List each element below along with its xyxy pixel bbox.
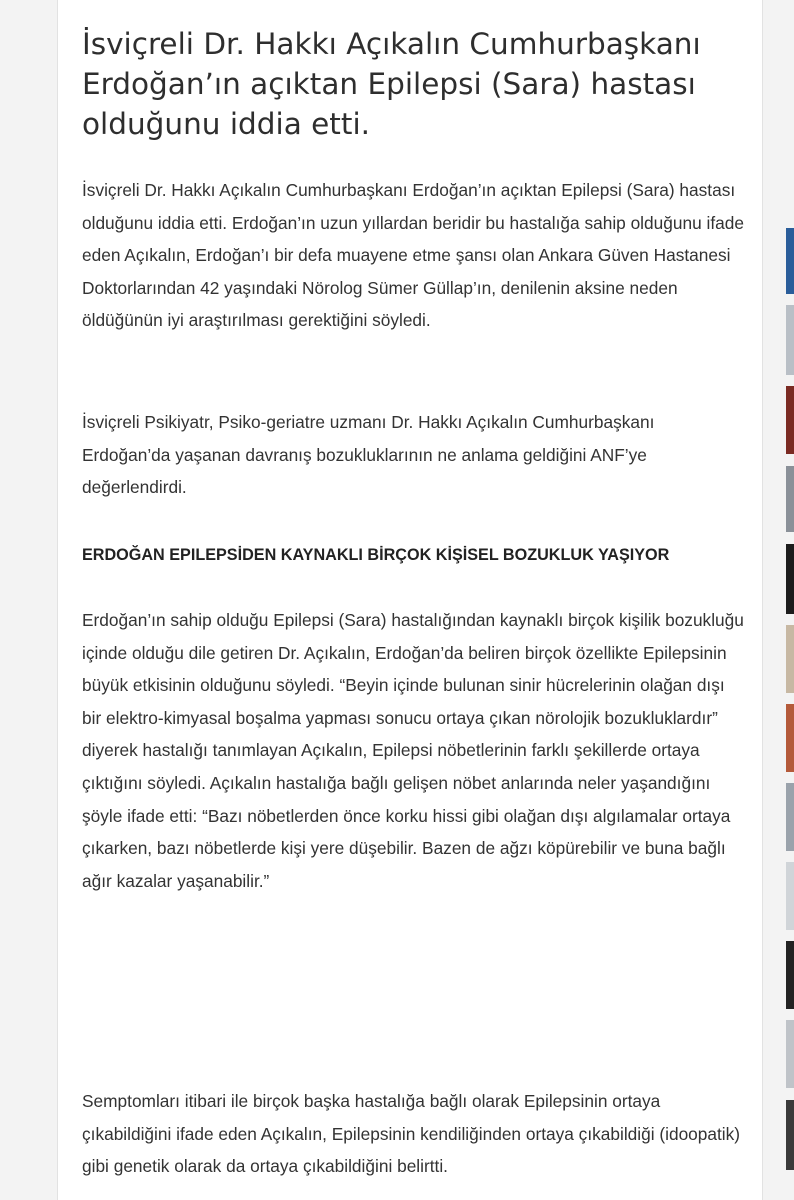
related-news-thumbnail[interactable] bbox=[786, 941, 794, 1009]
related-news-thumbnail[interactable] bbox=[786, 466, 794, 532]
related-news-thumbnail[interactable] bbox=[786, 305, 794, 375]
article-title: İsviçreli Dr. Hakkı Açıkalın Cumhurbaşkanı Erdoğan’ın açıktan Epilepsi (Sara) hastası olduğunu iddia etti. bbox=[82, 27, 701, 141]
related-news-thumbnail[interactable] bbox=[786, 544, 794, 614]
related-news-thumbnail[interactable] bbox=[786, 704, 794, 772]
article-subheading: ERDOĞAN EPILEPSİDEN KAYNAKLI BİRÇOK KİŞİSEL BOZUKLUK YAŞIYOR bbox=[82, 546, 670, 564]
related-news-sidebar bbox=[786, 0, 794, 1200]
article-paragraph-2: İsviçreli Psikiyatr, Psiko-geriatre uzmanı Dr. Hakkı Açıkalın Cumhurbaşkanı Erdoğan’da yaşanan davranış bozukluklarının ne anlama geldiğini ANF’ye değerlendirdi. bbox=[82, 412, 655, 498]
article-paragraph-4: Semptomları itibari ile birçok başka hastalığa bağlı olarak Epilepsinin ortaya çıkabildiğini ifade eden Açıkalın, Epilepsinin kendiliğinden ortaya çıkabildiği (idoopatik) gibi genetik olarak da ortaya çıkabildiğini belirtti. bbox=[82, 1091, 741, 1177]
related-news-thumbnail[interactable] bbox=[786, 783, 794, 851]
article-paragraph-1: İsviçreli Dr. Hakkı Açıkalın Cumhurbaşkanı Erdoğan’ın açıktan Epilepsi (Sara) hastası olduğunu iddia etti. Erdoğan’ın uzun yıllardan beridir bu hastalığa sahip olduğunu ifade eden Açıkalın, Erdoğan’ı bir defa muayene etme şansı olan Ankara Güven Hastanesi Doktorlarından 42 yaşındaki Nörolog Sümer Güllap’ın, denilenin aksine neden öldüğünün iyi araştırılması gerektiğini söyledi. bbox=[82, 180, 744, 331]
related-news-thumbnail[interactable] bbox=[786, 625, 794, 693]
article-paragraph-3: Erdoğan’ın sahip olduğu Epilepsi (Sara) hastalığından kaynaklı birçok kişilik bozukluğu içinde olduğu dile getiren Dr. Açıkalın, Erdoğan’da beliren birçok özellikte Epilepsinin büyük etkisinin olduğunu söyledi. “Beyin içinde bulunan sinir hücrelerinin olağan dışı bir elektro-kimyasal boşalma yapması sonucu ortaya çıkan nörolojik bozukluklardır” diyerek hastalığı tanımlayan Açıkalın, Epilepsi nöbetlerinin farklı şekillerde ortaya çıktığını söyledi. Açıkalın hastalığa bağlı gelişen nöbet anlarında neler yaşandığını şöyle ifade etti: “Bazı nöbetlerden önce korku hissi gibi olağan dışı algılamalar ortaya çıkarken, bazı nöbetlerde kişi yere düşebilir. Bazen de ağzı köpürebilir ve buna bağlı ağır kazalar yaşanabilir.” bbox=[82, 610, 744, 891]
related-news-thumbnail[interactable] bbox=[786, 386, 794, 454]
related-news-thumbnail[interactable] bbox=[786, 228, 794, 294]
related-news-thumbnail[interactable] bbox=[786, 862, 794, 930]
related-news-thumbnail[interactable] bbox=[786, 1100, 794, 1170]
related-news-thumbnail[interactable] bbox=[786, 1020, 794, 1088]
article-card bbox=[57, 0, 763, 1200]
